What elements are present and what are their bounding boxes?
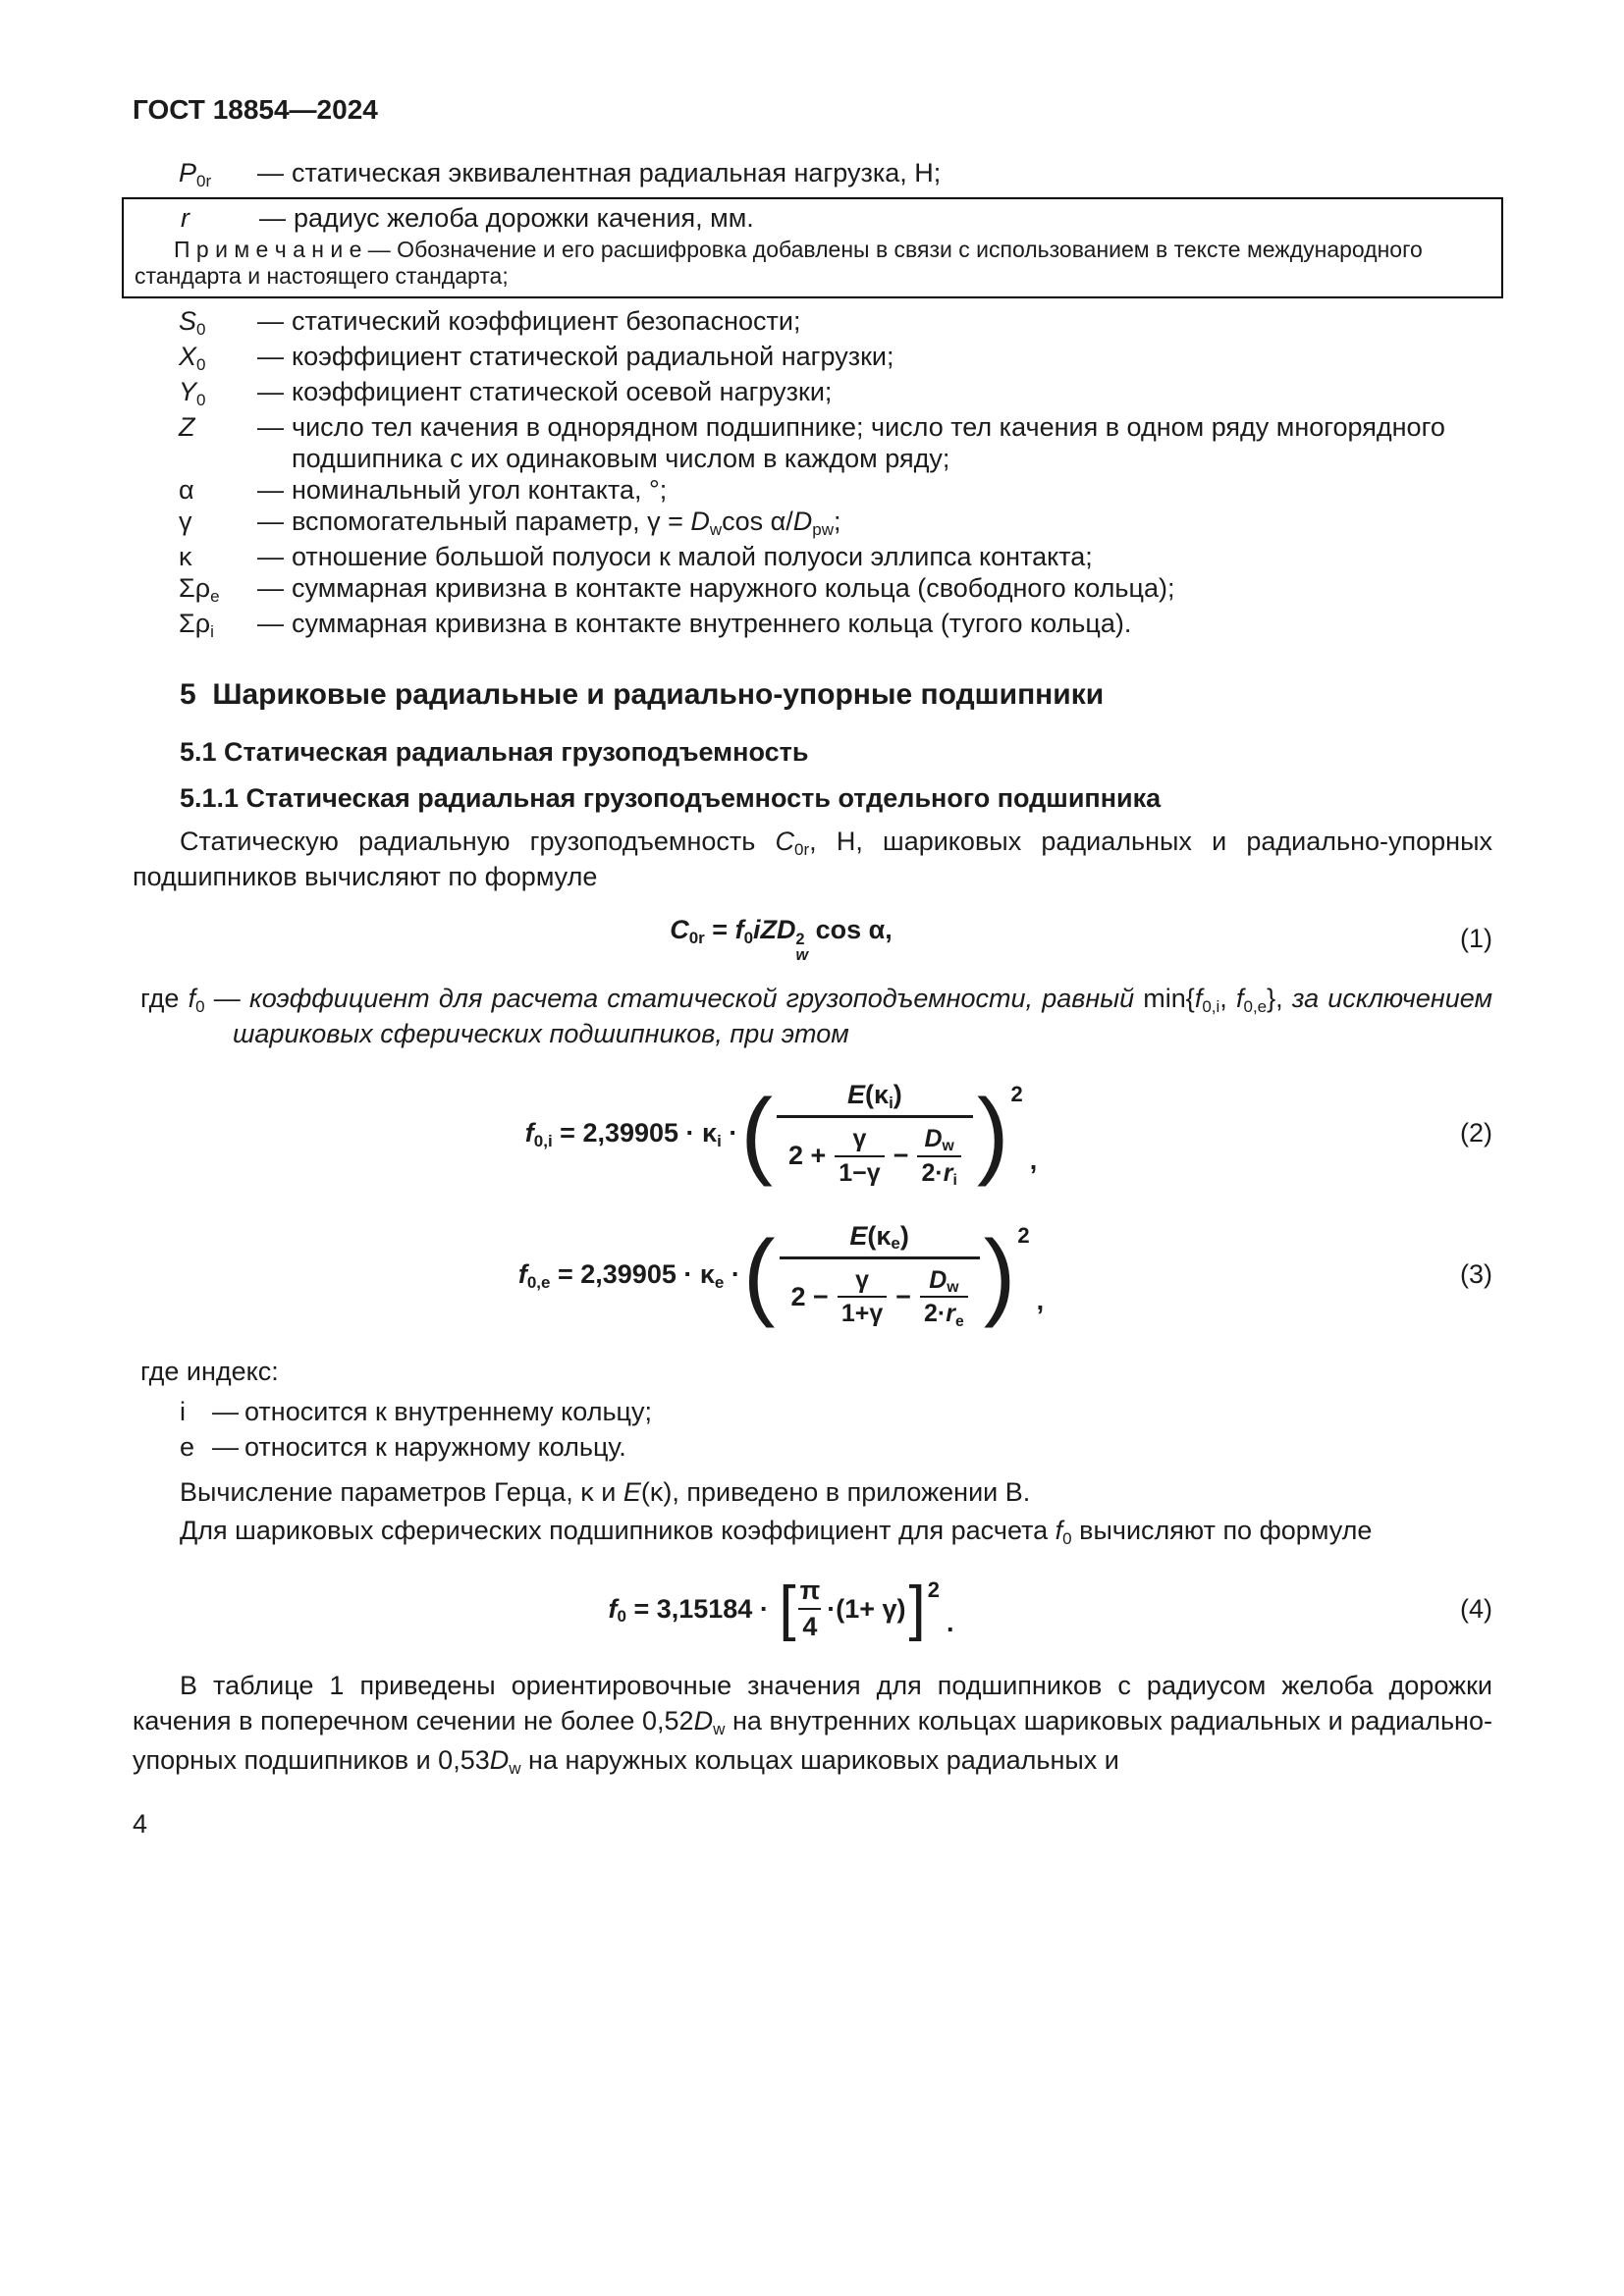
definition-row (133, 376, 1492, 411)
pi-fraction: π 4 (799, 1575, 821, 1642)
index-definition-list (133, 1396, 1492, 1463)
formula-1-expression: C0r = f0iZD 2 w cos α, (670, 915, 893, 964)
open-bracket: [ (779, 1575, 796, 1643)
definition-dash: — (257, 609, 284, 638)
open-paren: ( (740, 1079, 773, 1188)
paragraph-spherical: Для шариковых сферических подшипников коэффициент для расчета f0 вычисляют по формуле (180, 1516, 1373, 1548)
definition-row (133, 157, 1492, 192)
dw-fraction: $\frac{Dw}{2\cdot ri}$ (917, 1125, 960, 1188)
definition-row (133, 305, 1492, 341)
symbol-description: суммарная кривизна в контакте наружного кольца (свободного кольца); (292, 573, 1175, 603)
symbol-definition-list (133, 305, 1492, 643)
formula-2-fraction (777, 1080, 973, 1188)
definition-dash: — (257, 158, 284, 187)
symbol: r (181, 203, 189, 233)
note-box-definition (135, 202, 1490, 234)
definition-dash: — (257, 412, 284, 442)
symbol: Σρe (179, 573, 220, 606)
formula-4-power: 2 (927, 1577, 940, 1603)
definition-row (133, 411, 1492, 474)
symbol: S0 (179, 306, 206, 339)
paragraph-hertz: Вычисление параметров Герца, κ и E(κ), приведено в приложении В. (180, 1477, 1031, 1508)
symbol: κ (179, 542, 192, 571)
formula-2 (133, 1080, 1492, 1188)
symbol: γ (179, 507, 192, 536)
formula-4-number: (4) (1460, 1593, 1492, 1624)
symbol: Σρi (179, 609, 214, 641)
note-box (122, 197, 1503, 298)
symbol-definition-list-top (133, 157, 1492, 192)
definition-row (135, 202, 1490, 234)
symbol: X0 (179, 342, 206, 374)
definition-dash: — (257, 542, 284, 571)
gamma-fraction: $\frac{\gamma}{1-\gamma}$ (835, 1125, 884, 1188)
definition-dash: — (259, 203, 286, 233)
formula-2-power: 2 (1010, 1082, 1023, 1107)
symbol: α (179, 475, 194, 505)
paragraph-intro: Статическую радиальную грузоподъемность C0r, Н, шариковых радиальных и радиально-упорных подшипников вычисляют по формуле (133, 827, 1492, 891)
document-standard-number: ГОСТ 18854—2024 (133, 94, 378, 125)
formula-3-power: 2 (1017, 1222, 1030, 1248)
symbol: е (180, 1432, 195, 1463)
section-5-heading: 5 Шариковые радиальные и радиально-упорные подшипники (180, 678, 1105, 711)
formula-3-fraction (780, 1221, 980, 1329)
formula-3-body (133, 1221, 1430, 1329)
definition-row (133, 341, 1492, 376)
definition-dash: — (212, 1397, 239, 1427)
index-row (133, 1431, 1492, 1463)
definition-dash: — (257, 342, 284, 371)
symbol-description: суммарная кривизна в контакте внутреннего кольца (тугого кольца). (292, 609, 1132, 638)
formula-3-number: (3) (1460, 1258, 1492, 1289)
paragraph-where-f0: где f0 — коэффициент для расчета статической грузоподъемности, равный min{f0,i, f0,e}, за исключением шариковых сферических подшипников, при этом (140, 984, 1492, 1049)
formula-1 (133, 915, 1492, 963)
symbol-description: число тел качения в однорядном подшипнике; число тел качения в одном ряду многорядного подшипника с их одинаковым числом в каждом ряду; (292, 412, 1445, 473)
formula-1-number: (1) (1460, 924, 1492, 954)
dw-fraction: Dw 2·rе (920, 1266, 968, 1329)
symbol-description: радиус желоба дорожки качения, мм. (294, 203, 754, 233)
symbol-description: статический коэффициент безопасности; (292, 306, 801, 336)
symbol-description: отношение большой полуоси к малой полуоси эллипса контакта; (292, 542, 1093, 571)
definition-dash: — (257, 573, 284, 603)
definition-row (133, 572, 1492, 608)
symbol: Y0 (179, 377, 206, 409)
definition-dash: — (212, 1432, 239, 1463)
definition-row (133, 506, 1492, 541)
formula-4-tail: . (947, 1608, 954, 1638)
symbol-description: статическая эквивалентная радиальная нагрузка, Н; (292, 158, 942, 187)
den-term: 2 − (790, 1281, 829, 1311)
definition-row (133, 474, 1492, 506)
definition-row (133, 541, 1492, 572)
section-5-1-heading: 5.1 Статическая радиальная грузоподъемность (180, 737, 809, 767)
page-content (133, 94, 1492, 1840)
formula-3-numerator: E(κе) (849, 1220, 909, 1254)
formula-2-lhs: f0,i = 2,39905 · κi · (524, 1118, 738, 1151)
definition-dash: — (257, 306, 284, 336)
symbol-description: коэффициент статической осевой нагрузки; (292, 377, 833, 406)
definition-dash: — (257, 377, 284, 406)
formula-1-body (133, 915, 1430, 963)
formula-4-body (133, 1575, 1430, 1642)
formula-3-denominator (780, 1256, 980, 1329)
den-operator: − (895, 1281, 912, 1311)
den-operator: − (893, 1141, 909, 1171)
paragraph-where-index: где индекс: (140, 1357, 279, 1387)
definition-dash: — (257, 475, 284, 505)
formula-2-number: (2) (1460, 1118, 1492, 1148)
index-row (133, 1396, 1492, 1427)
den-term: 2 + (787, 1141, 827, 1171)
paragraph-table1: В таблице 1 приведены ориентировочные значения для подшипников с радиусом желоба дорожки качения в поперечном сечении не более 0,52Dw на внутренних кольцах шариковых радиальных и радиально-упорных подшипников и 0,53Dw на наружных кольцах шариковых радиальных и (133, 1671, 1492, 1778)
open-paren: ( (742, 1219, 776, 1328)
symbol-description: коэффициент статической радиальной нагрузки; (292, 342, 894, 371)
formula-2-denominator (777, 1115, 973, 1188)
symbol-description: относится к внутреннему кольцу; (244, 1397, 652, 1427)
symbol-description: относится к наружному кольцу. (244, 1432, 626, 1463)
symbol: P0r (179, 158, 212, 190)
page-number: 4 (133, 1809, 148, 1840)
symbol: Z (179, 412, 195, 442)
definition-dash: — (257, 507, 284, 536)
close-paren: ) (983, 1219, 1016, 1328)
note-text: П р и м е ч а н и е — Обозначение и его расшифровка добавлены в связи с использованием в тексте международного стандарта и настоящего стандарта; (135, 237, 1423, 289)
section-5-1-1-heading: 5.1.1 Статическая радиальная грузоподъемность отдельного подшипника (180, 783, 1162, 813)
symbol: i (180, 1397, 186, 1427)
formula-3-tail: , (1036, 1286, 1045, 1316)
definition-row (133, 608, 1492, 643)
formula-3 (133, 1221, 1492, 1329)
formula-4-mid: ·(1+ γ) (827, 1593, 906, 1624)
formula-2-body (133, 1080, 1430, 1188)
formula-2-numerator: E(κi) (847, 1080, 902, 1112)
gamma-fraction: $\frac{\gamma}{1+\gamma}$ (838, 1266, 887, 1329)
close-bracket: ] (908, 1575, 926, 1643)
formula-2-tail: , (1029, 1145, 1038, 1175)
symbol-description: номинальный угол контакта, °; (292, 475, 668, 505)
formula-4-lhs: f0 = 3,15184 · (608, 1593, 777, 1627)
formula-3-lhs: f0,е = 2,39905 · κе · (517, 1258, 740, 1292)
close-paren: ) (976, 1079, 1009, 1188)
formula-4 (133, 1575, 1492, 1642)
symbol-description: вспомогательный параметр, γ = Dwcos α/Dpw; (292, 507, 841, 539)
